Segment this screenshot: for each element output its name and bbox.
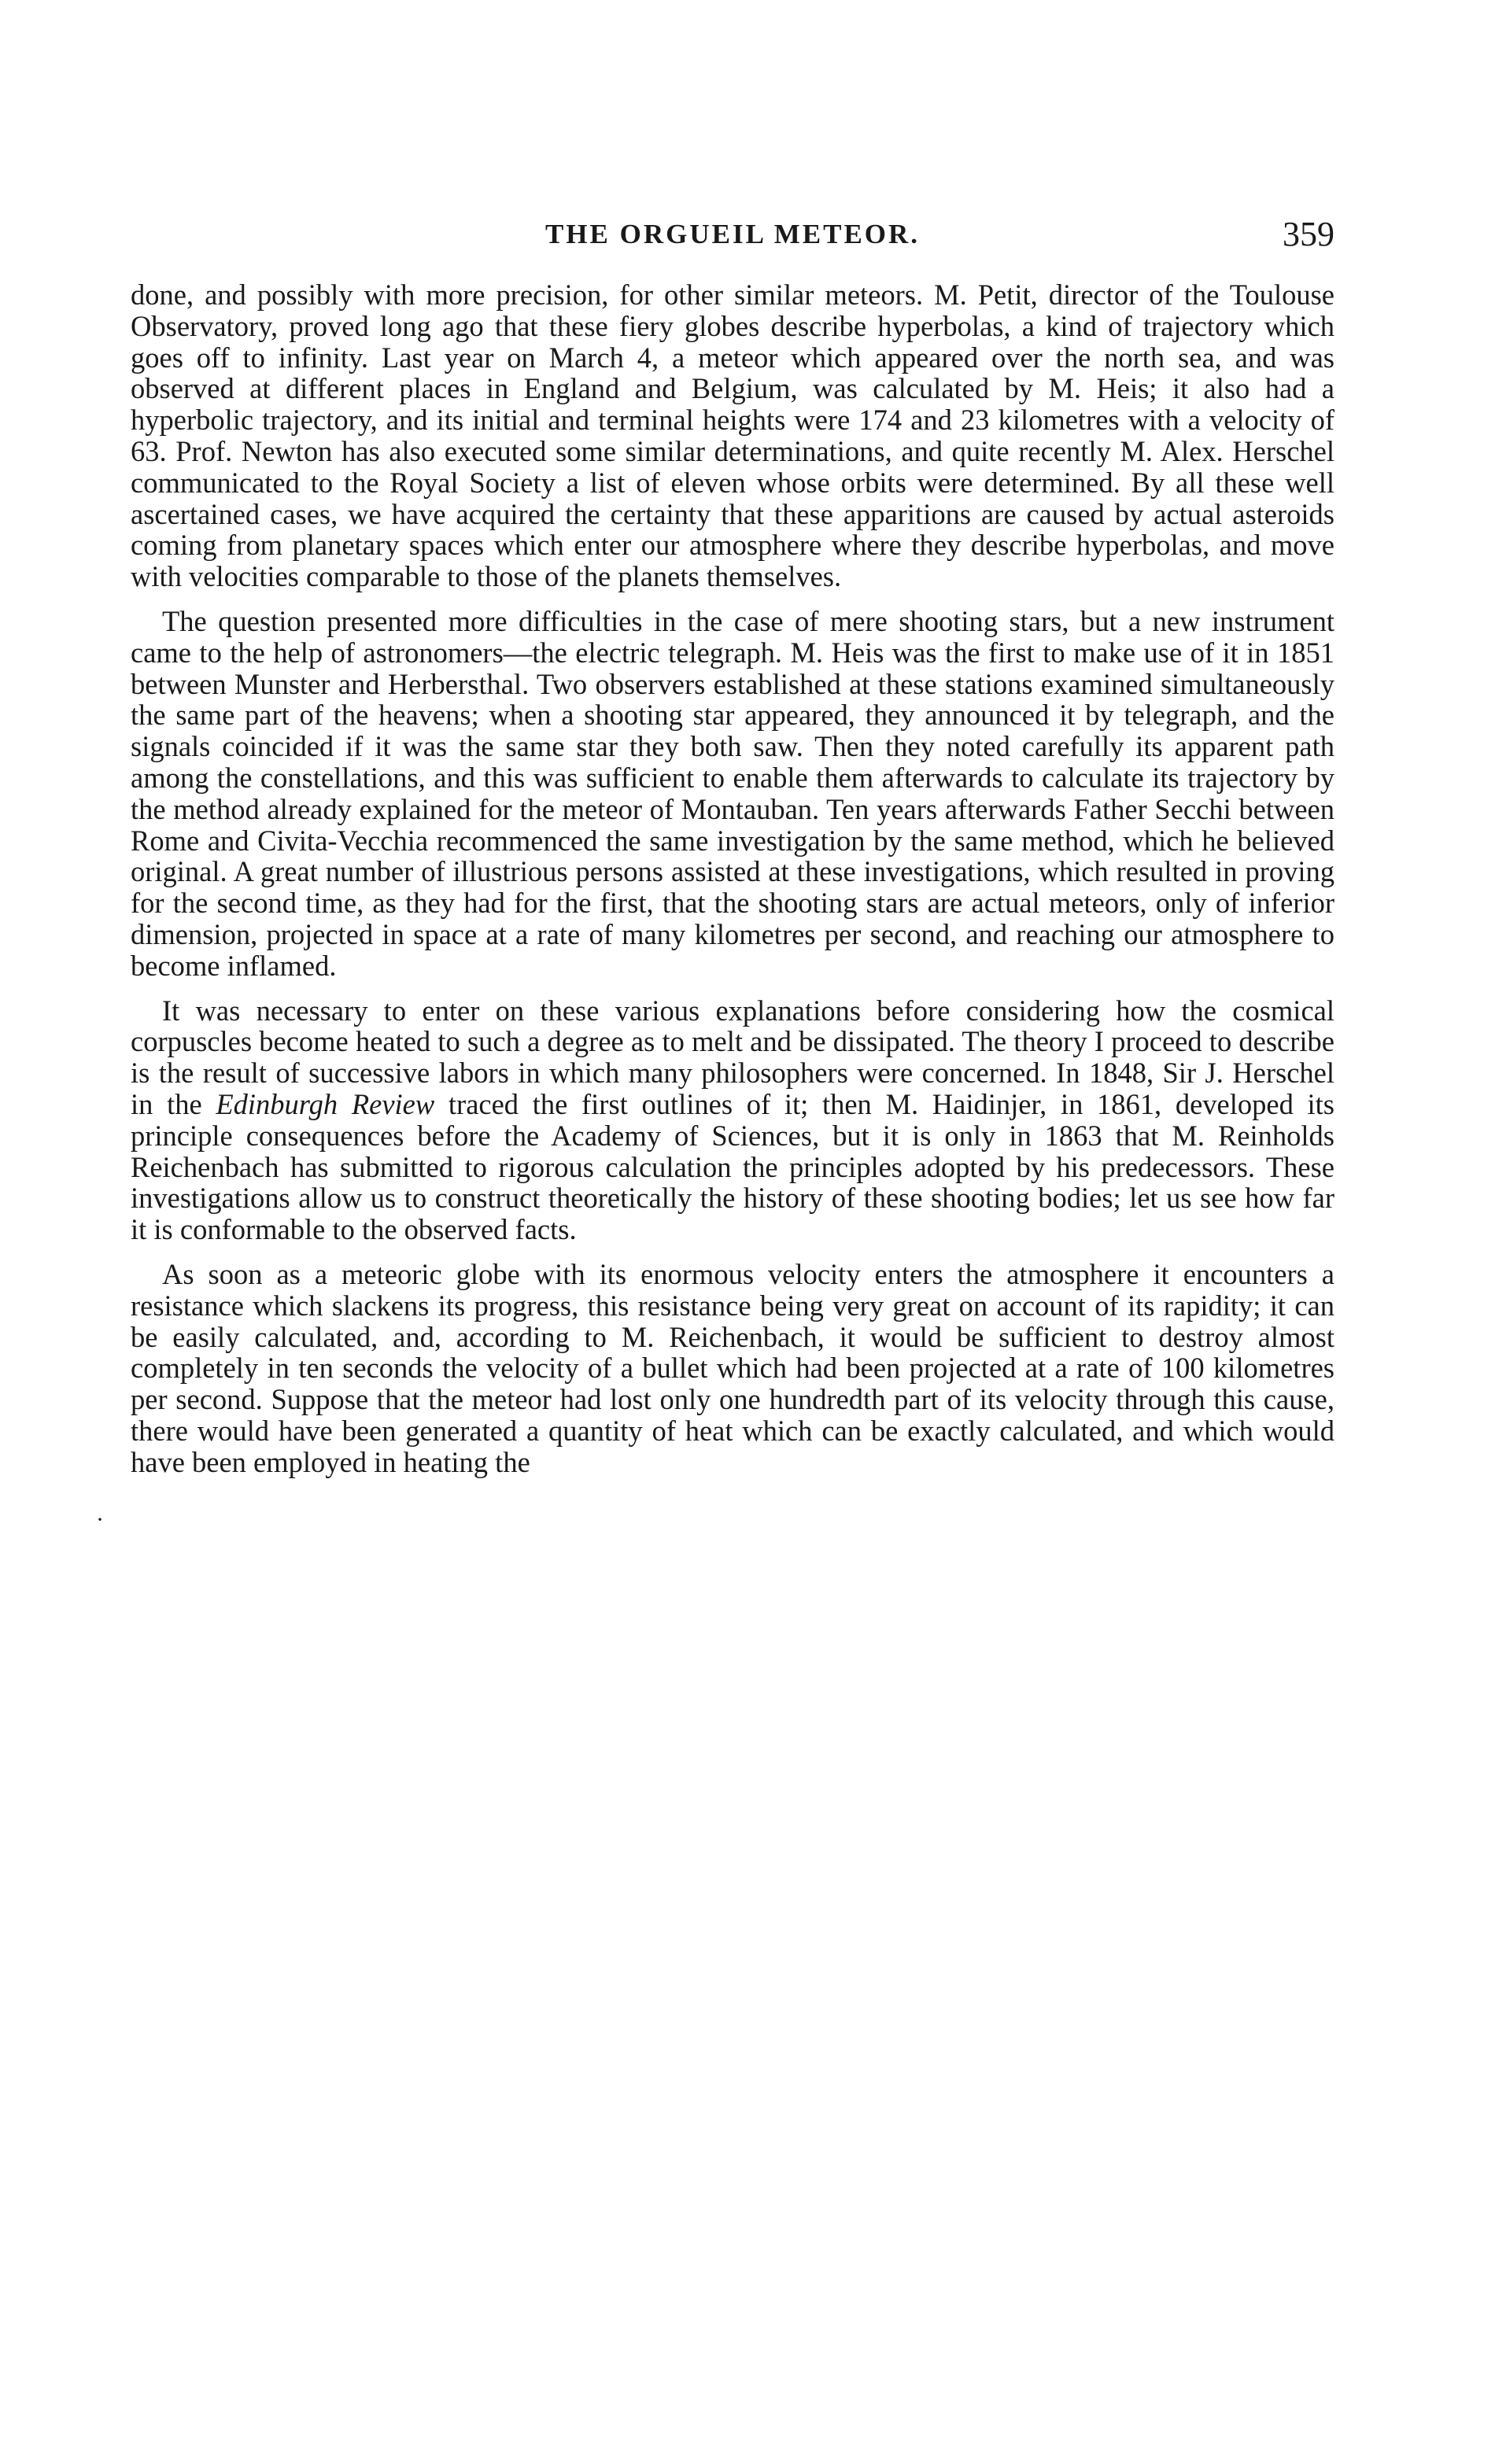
running-head bbox=[131, 211, 1334, 258]
margin-dot-mark: · bbox=[96, 1507, 104, 1533]
paragraph-meteoric-globe bbox=[131, 1259, 1334, 1478]
paragraph-text: done, and possibly with more precision, for other similar meteors. M. Petit, director of the Toulouse Observatory, proved long ago that these fiery globes describe hyperbolas, a kind of trajectory which goes off to infinity. Last year on March 4, a meteor which appeared over the north sea, and was observed at different places in England and Belgium, was calculated by M. Heis; it also had a hyperbolic trajectory, and its initial and terminal heights were 174 and 23 kilometres with a velocity of 63. Prof. Newton has also executed some similar determinations, and quite recently M. Alex. Herschel communicated to the Royal Society a list of eleven whose orbits were determined. By all these well ascertained cases, we have acquired the certainty that these apparitions are caused by actual asteroids coming from planetary spaces which enter our atmosphere where they describe hyperbolas, and move with velocities comparable to those of the planets themselves. bbox=[131, 278, 1334, 593]
running-title: THE ORGUEIL METEOR. bbox=[544, 219, 921, 249]
page-number: 359 bbox=[1283, 215, 1334, 253]
paragraph-theory bbox=[131, 995, 1334, 1245]
body-text bbox=[131, 279, 1334, 1491]
paragraph-text: The question presented more difficulties in the case of mere shooting stars, but a new instrument came to the help of astronomers—the electric telegraph. M. Heis was the first to make use of it in 1851 between Munster and Herbersthal. Two observers established at these stations examined simultaneously the same part of the heavens; when a shooting star appeared, they announced it by telegraph, and the signals coincided if it was the same star they both saw. Then they noted carefully its apparent path among the constellations, and this was sufficient to enable them afterwards to calculate its trajectory by the method already explained for the meteor of Montauban. Ten years afterwards Father Secchi between Rome and Civita-Vecchia recommenced the same investigation by the same method, which he believed original. A great number of illustrious persons assisted at these investigations, which resulted in proving for the second time, as they had for the first, that the shooting stars are actual meteors, only of inferior dimension, projected in space at a rate of many kilometres per second, and reaching our atmosphere to become inflamed. bbox=[131, 604, 1334, 982]
paragraph-text: traced the first outlines of it; then M. Haidinjer, in 1861, developed its principle consequences before the Academy of Sciences, but it is only in 1863 that M. Reinholds Reichenbach has submitted to rigorous calculation the principles adopted by his predecessors. These investigations allow us to construct theoretically the history of these shooting bodies; let us see how far it is conformable to the observed facts. bbox=[131, 1087, 1334, 1246]
paragraph-text: As soon as a meteoric globe with its enormous velocity enters the atmosphere it encounters a resistance which slackens its progress, this resistance being very great on account of its rapidity; it can be easily calculated, and, according to M. Reichenbach, it would be sufficient to destroy almost completely in ten seconds the velocity of a bullet which had been projected at a rate of 100 kilometres per second. Suppose that the meteor had lost only one hundredth part of its velocity through this cause, there would have been generated a quantity of heat which can be exactly calculated, and which would have been employed in heating the bbox=[131, 1257, 1334, 1478]
paragraph-shooting-stars bbox=[131, 606, 1334, 982]
paragraph-text: It was necessary to enter on these various explanations before considering how the cosmical corpuscles become heated to such a degree as to melt and be dissipated. The theory I proceed to describe is the result of successive labors in which many philosophers were concerned. In 1848, Sir J. Herschel in the bbox=[131, 994, 1334, 1120]
italic-title-edinburgh-review: Edinburgh Review bbox=[216, 1087, 435, 1120]
paragraph-continued bbox=[131, 279, 1334, 592]
